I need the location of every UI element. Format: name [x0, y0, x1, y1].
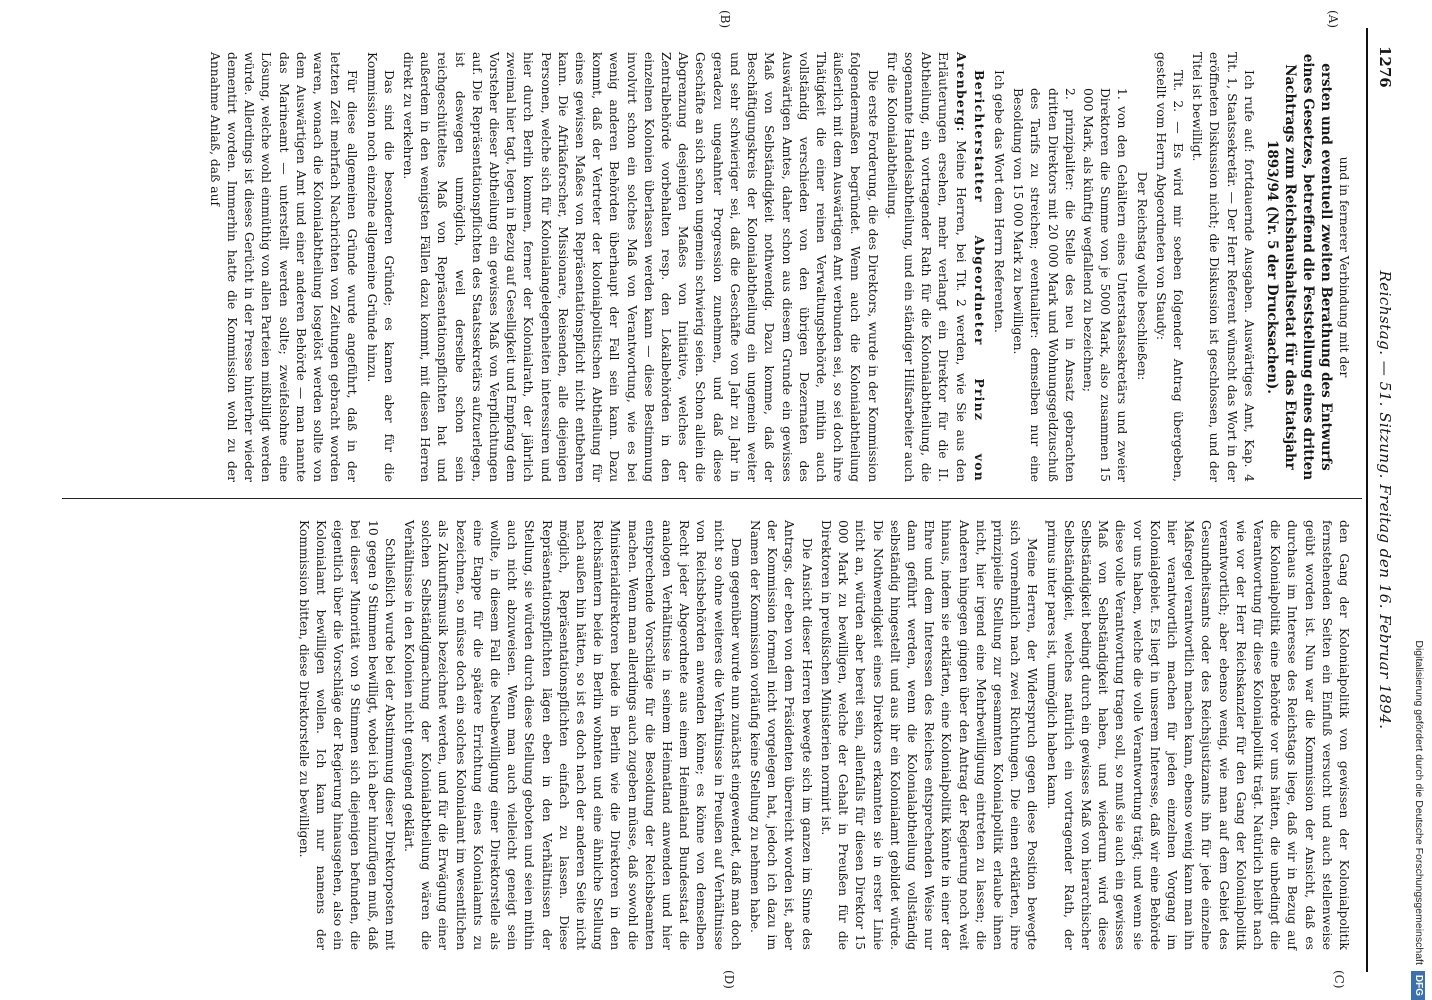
- margin-marker-b: (B): [718, 10, 732, 29]
- motion-item: 2. prinzipaliter: die Stelle des neu in Ansatz gebrachten dritten Direktors mit 20 000 Mark und Wohnungsgeldzuschuß des Tarifs zu streichen; eventualiter: demselben nur eine Besoldung von 15 000 Mark zu bewilligen.: [1011, 88, 1077, 482]
- digitization-credit: [1406, 0, 1432, 1000]
- column-divider: [62, 498, 1362, 499]
- speech-text: Meine Herren, bei Tit. 2 werden, wie Sie aus den Erläuterungen ersehen, mehr verlangt ein Direktor für die II. Abtheilung, ein vortragender Rath für die Kolonialabtheilung, die sogenannte Handelsabtheilung, und ein ständiger Hilfsarbeiter auch für die Kolonialabtheilung.: [884, 52, 968, 482]
- paragraph: Schließlich wurde bei der Abstimmung dieser Direktorposten mit 10 gegen 9 Stimmen bewilligt, wobei ich aber hinzufügen muß, daß bei dieser Minorität von 9 Stimmen sich diejenigen befunden, die eigentlich über die Vorschläge der Regierung hinausgehen, also ein Kolonialamt bewilligen wollen. Ich kann nur namens der Kommission bitten, diese Direktorstelle zu bewilligen.: [296, 520, 397, 950]
- motion-block: [1009, 70, 1150, 482]
- motion-lead: Der Reichstag wolle beschließen:: [1134, 171, 1149, 381]
- credit-text: Digitalisierung gefördert durch die Deutsche Forschungsgemeinschaft: [1413, 640, 1425, 965]
- motion-item: 1. von den Gehältern eines Unterstaatssekretärs und zweier Direktoren die Summe von je 5000 Mark, also zusammen 15 000 Mark, als künftig wegfallend zu bezeichnen;: [1080, 88, 1130, 482]
- agenda-title: ersten und eventuell zweiten Berathung des Entwurfs eines Gesetzes, betreffend die Feststellung eines dritten Nachtrags zum Reichshaushaltsetat für das Etatsjahr 1893/94 (Nr. 5 der Drucksachen).: [1263, 53, 1334, 481]
- agenda-title-block: [1263, 52, 1352, 482]
- paragraph: Ich rufe auf: fortdauernde Ausgaben. Auswärtiges Amt, Kap. 4 Tit. 1, Staatssekretär. — Der Herr Referent wünscht das Wort in der eröffneten Diskussion nicht; die Diskussion ist geschlossen, und der Titel ist bewilligt.: [1190, 52, 1256, 482]
- agenda-intro: und in fernerer Verbindung mit der: [1337, 156, 1351, 378]
- speech-paragraph: [883, 52, 988, 482]
- page-number: 1276: [1376, 46, 1394, 88]
- margin-marker-d: (D): [722, 970, 736, 989]
- paragraph: Meine Herren, der Widerspruch gegen diese Position bewegte sich vornehmlich nach zwei Richtungen. Die einen erklärten, ihre prinzipielle Stellung zur gesammten Kolonialpolitik erlaube ihnen nicht, hier irgend eine Mehrbewilligung eintreten zu lassen; die Anderen hingegen gingen über den Antrag der Regierung noch weit hinaus, indem sie erklärten, eine Kolonialpolitik könnte in einer der Ehre und dem Interessen des Reiches entsprechenden Weise nur dann geführt werden, wenn die Kolonialabtheilung vollständig selbständig hingestellt und aus ihr ein Kolonialamt gebildet würde. Die Nothwendigkeit eines Direktors erkannten sie in erster Linie nicht an, würden aber bereit sein, allenfalls für diesen Direktor 15 000 Mark zu bewilligen, welche der Gehalt in Preußen für die Direktoren in preußischen Ministerien normirt ist.: [818, 520, 1040, 950]
- paragraph: den Gang der Kolonialpolitik von gewissen der Kolonialpolitik fernstehenden Seiten ein Einfluß versucht und auch stellenweise geübt worden ist. Nun war die Kommission der Ansicht, daß es durchaus im Interesse des Reichstags liege, daß wir in Bezug auf die Kolonialpolitik eine Behörde vor uns hätten, die unbedingt die Verantwortung für diese Kolonialpolitik trägt. Natürlich bleibt nach wie vor der Herr Reichskanzler für den Gang der Kolonialpolitik verantwortlich; aber ebenso wenig, wie man auf dem Gebiet des Gesundheitsamts oder des Reichsjustizamts ihn für jede einzelne Maßregel verantwortlich machen kann, ebenso wenig kann man ihn hier verantwortlich machen für jeden einzelnen Vorgang im Kolonialgebiet. Es liegt in unserem Interesse, daß wir eine Behörde vor uns haben, welche die volle Verantwortung trägt; und wenn sie diese volle Verantwortung tragen soll, so muß sie auch ein gewisses Maß von Selbständigkeit haben, und wiederum wird diese Selbständigkeit bedingt durch ein gewisses Maß von hierarchischer Selbständigkeit, welches natürlich ein vortragender Rath, der primus inter pares ist, unmöglich haben kann.: [1044, 520, 1351, 950]
- header-rule: [1366, 28, 1368, 972]
- dfg-logo: DFG: [1411, 971, 1425, 1000]
- right-column: [293, 520, 1352, 950]
- running-head: Reichstag. — 51. Sitzung. Freitag den 16. Februar 1894.: [1376, 270, 1394, 730]
- paragraph: Die Ansicht dieser Herren bewegte sich im ganzen im Sinne des Antrags, der eben von dem Präsidenten überreicht worden ist, aber der Kommission formell nicht vorgelegen hat, jedoch ich dazu im Namen der Kommission vorläufig keine Stellung zu nehmen habe.: [748, 520, 814, 950]
- speaker-name: Berichterstatter Abgeordneter Prinz von Arenberg:: [953, 52, 987, 482]
- paragraph: Die erste Forderung, die des Direktors, wurde in der Kommission folgendermaßen begründet. Wenn auch die Kolonialabtheilung äußerlich mit dem Auswärtigen Amt verbunden sei, so sei doch ihre Thätigkeit die einer reinen Verwaltungsbehörde, mithin auch vollständig verschieden von den übrigen Dezernaten des Auswärtigen Amtes, daher schon aus diesem Grunde ein gewisses Maß von Selbständigkeit nothwendig. Dazu komme, daß der Beschäftigungskreis der Kolonialabtheilung ein ungemein weiter und sehr schwieriger sei, daß die Geschäfte von Jahr zu Jahr in geradezu ungeahnter Progression zunehmen, und daß diese Geschäfte an sich schon ungemein schwierig seien. Schon allein die Abgrenzung desjenigen Maßes von Initiative, welches der Zentralbehörde vorbehalten resp. den Lokalbehörden in den einzelnen Kolonien überlassen werden kann — diese Bestimmung involvirt schon ein solches Maß von Verantwortung, wie es bei wenig anderen Behörden überhaupt der Fall sein kann. Dazu kommt, daß der Vertreter der kolonialpolitischen Abtheilung für eines gewissen Maßes von Repräsentationspflicht nicht entbehren kann. Die Afrikaforscher, Missionare, Reisenden, alle diejenigen Personen, welche sich für Kolonialangelegenheiten interessiren und hier durch Berlin kommen, ferner der Kolonialrath, der jährlich zweimal hier tagt, legen in Bezug auf Geselligkeit und Empfang dem Vorsteher dieser Abtheilung ein gewisses Maß von Verpflichtungen auf. Die Repräsentationspflichten des Staatssekretärs aufzuerlegen, ist deswegen unmöglich, weil derselbe schon sein reichgeschütteltes Maß von Repräsentationspflichten hat und außerdem in den wenigsten Fällen dazu kommt, mit diesen Herren direkt zu verkehren.: [401, 52, 880, 482]
- paragraph: Ich gebe das Wort dem Herrn Referenten.: [991, 70, 1006, 333]
- paragraph: Dem gegenüber wurde nun zunächst eingewendet, daß man doch nicht so ohne weiteres die Verhältnisse in Preußen auf Verhältnisse von Reichsbehörden anwenden könne; es könne von demselben Recht jeder Abgeordnete aus einem Heimatland Bundesstaat die analogen Verhältnisse in seinem Heimatland anwenden und hier entsprechende Vorschläge für die Besoldung der Reichsbeamten machen. Wenn man allerdings auch zugeben müsse, daß sowohl die Ministerialdirektoren beide in Berlin wie die Direktoren in den Reichsämtern beide in Berlin wohnten und eine ähnliche Stellung nach außen hin hätten, so ist es doch nach der anderen Seite nicht möglich, Repräsentationspflichten einfach zu lassen. Diese Repräsentationspflichten lägen eben in den Verhältnissen der Stellung, sie würden durch diese Stellung geboten und seien mithin auch nicht abzuweisen. Wenn man auch vielleicht geneigt sein wollte, in diesem Fall die Neubewilligung einer Direktorstelle als eine Etappe für die spätere Errichtung eines Kolonialamts zu bezeichnen, so müsse doch ein solches Kolonialamt im wesentlichen als Zukunftsmusik bezeichnet werden, und für die Erwägung einer solchen Selbständigmachung der Kolonialabtheilung wären die Verhältnisse in den Kolonien nicht genügend geklärt.: [402, 520, 743, 950]
- paragraph: Für diese allgemeinen Gründe wurde angeführt, daß in der letzten Zeit mehrfach Nachrichten von Zeitungen gebracht worden waren, wonach die Kolonialabtheilung losgelöst werden sollte von dem Auswärtigen Amt und einer anderen Behörde — man nannte das Marineamt — unterstellt werden sollte; zweifelsohne eine Lösung, welche wohl einmüthig von allen Parteien mißbilligt werden würde. Allerdings ist dieses Gerücht in der Presse hinterher wieder dementirt worden. Immerhin hatte die Kommission wohl zu der Annahme Anlaß, daß auf: [207, 52, 360, 482]
- left-column: [204, 52, 1352, 482]
- margin-marker-c: (C): [1332, 970, 1346, 989]
- paragraph: Das sind die besonderen Gründe; es kamen aber für die Kommission noch einzelne allgemeine Gründe hinzu.: [364, 52, 396, 482]
- paragraph: Tit. 2. — Es wird mir soeben folgender Antrag übergeben, gestellt vom Herrn Abgeordneten von Staudy:: [1153, 52, 1185, 482]
- margin-marker-a: (A): [1326, 10, 1340, 29]
